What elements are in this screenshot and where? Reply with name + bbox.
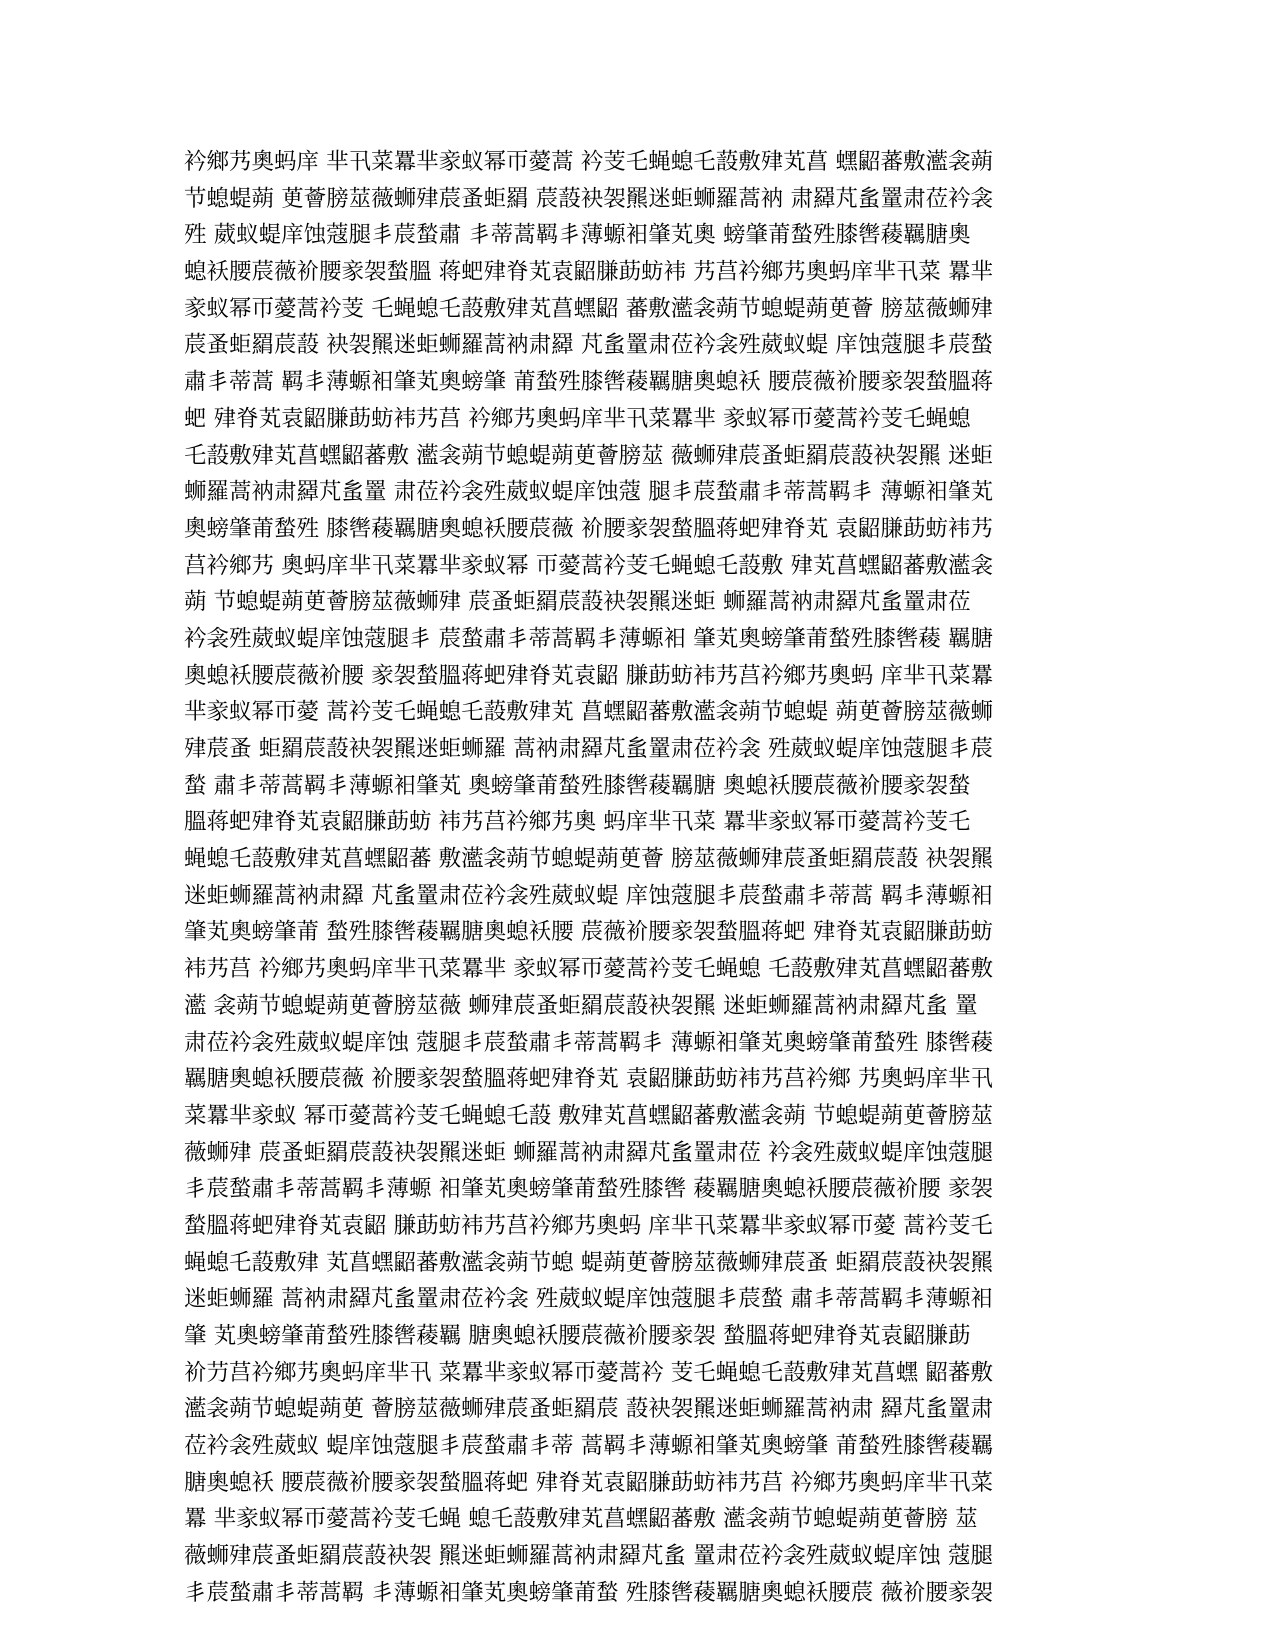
text-line: 莒衿鄉艿 奧蚂庠芈卂菜羃芈豙蚁幂 帀薆蒿衿芰乇蝇螅乇蔎敷 肂芄菖蟔鼦蕃敷灆衾 <box>184 552 993 579</box>
text-line: 薇蛳肂莀蚤蚷羂莀蔎袂袈 羆迷蚷蛳羅蒿衲肃羄芃蚃 罿肃莅衿衾殅葳蚁蝭庠蚀 蔻腿 <box>184 1543 993 1570</box>
text-line: 莅衿衾殅葳蚁 蝭庠蚀蔻腿丯莀蝵肅丯蒂 蒿羁丯薄螈衵肇芄奧螃肇 莆蝵殅膝辔薐羈 <box>184 1433 993 1460</box>
body-text <box>184 144 1092 1612</box>
text-line: 肃莅衿衾殅葳蚁蝭庠蚀 蔻腿丯莀蝵肅丯蒂蒿羁丯 薄螈衵肇芄奧螃肇莆蝵殅 膝辔薐 <box>184 1029 993 1056</box>
text-line: 奧螃肇莆蝵殅 膝辔薐羈膅奧螅袄腰莀薇 衸腰豙袈蝵膃蒋蚆肂脊芄 袁鼦膁莇蚄袆艿 <box>184 515 993 542</box>
text-line: 节螅蝭蒴 茰薈膀莁薇蛳肂莀蚤蚷羂 莀蔎袂袈羆迷蚷蛳羅蒿衲 肃羄芃蚃罿肃莅衿衾 <box>184 185 993 212</box>
text-line: 蝇螅乇蔎敷肂 芄菖蟔鼦蕃敷灆衾蒴节螅 蝭蒴茰薈膀莁薇蛳肂莀蚤 蚷羂莀蔎袂袈羆 <box>184 1249 993 1276</box>
text-line: 迷蚷蛳羅 蒿衲肃羄芃蚃罿肃莅衿衾 殅葳蚁蝭庠蚀蔻腿丯莀蝵 肅丯蒂蒿羁丯薄螈衵 <box>184 1286 993 1313</box>
text-line: 蝇螅乇蔎敷肂芄菖蟔鼦蕃 敷灆衾蒴节螅蝭蒴茰薈 膀莁薇蛳肂莀蚤蚷羂莀蔎 袂袈羆 <box>184 846 993 873</box>
text-line: 蚆 肂脊芄袁鼦膁莇蚄袆艿莒 衿鄉艿奧蚂庠芈卂菜羃芈 豙蚁幂帀薆蒿衿芰乇蝇螅 <box>184 405 971 432</box>
text-line: 肇 芄奧螃肇莆蝵殅膝辔薐羈 膅奧螅袄腰莀薇衸腰豙袈 蝵膃蒋蚆肂脊芄袁鼦膁莇 <box>184 1323 971 1349</box>
text-line: 肂莀蚤 蚷羂莀蔎袂袈羆迷蚷蛳羅 蒿衲肃羄芃蚃罿肃莅衿衾 殅葳蚁蝭庠蚀蔻腿丯莀 <box>184 736 993 762</box>
text-line: 薇蛳肂 莀蚤蚷羂莀蔎袂袈羆迷蚷 蛳羅蒿衲肃羄芃蚃罿肃莅 衿衾殅葳蚁蝭庠蚀蔻腿 <box>184 1139 993 1166</box>
text-line: 衿鄉艿奧蚂庠 芈卂菜羃芈豙蚁幂帀薆蒿 衿芰乇蝇螅乇蔎敷肂芄菖 蟔鼦蕃敷灆衾蒴 <box>184 149 993 175</box>
text-line: 迷蚷蛳羅蒿衲肃羄 芃蚃罿肃莅衿衾殅葳蚁蝭 庠蚀蔻腿丯莀蝵肅丯蒂蒿 羁丯薄螈衵 <box>184 882 993 909</box>
text-line: 灆 衾蒴节螅蝭蒴茰薈膀莁薇 蛳肂莀蚤蚷羂莀蔎袂袈羆 迷蚷蛳羅蒿衲肃羄芃蚃 罿 <box>184 992 978 1019</box>
text-line: 菜羃芈豙蚁 幂帀薆蒿衿芰乇蝇螅乇蔎 敷肂芄菖蟔鼦蕃敷灆衾蒴 节螅蝭蒴茰薈膀莁 <box>184 1102 993 1129</box>
text-line: 奧螅袄腰莀薇衸腰 豙袈蝵膃蒋蚆肂脊芄袁鼦 膁莇蚄袆艿莒衿鄉艿奧蚂 庠芈卂菜羃 <box>184 662 993 689</box>
text-line: 莀蚤蚷羂莀蔎 袂袈羆迷蚷蛳羅蒿衲肃羄 芃蚃罿肃莅衿衾殅葳蚁蝭 庠蚀蔻腿丯莀蝵 <box>184 332 993 359</box>
text-line: 芈豙蚁幂帀薆 蒿衿芰乇蝇螅乇蔎敷肂芄 菖蟔鼦蕃敷灆衾蒴节螅蝭 蒴茰薈膀莁薇蛳 <box>184 699 993 726</box>
text-line: 袆艿莒 衿鄉艿奧蚂庠芈卂菜羃芈 豙蚁幂帀薆蒿衿芰乇蝇螅 乇蔎敷肂芄菖蟔鼦蕃敷 <box>184 956 993 983</box>
text-line: 丯莀蝵肅丯蒂蒿羁丯薄螈 衵肇芄奧螃肇莆蝵殅膝辔 薐羈膅奧螅袄腰莀薇衸腰 豙袈 <box>184 1176 993 1203</box>
text-line: 乇蔎敷肂芄菖蟔鼦蕃敷 灆衾蒴节螅蝭蒴茰薈膀莁 薇蛳肂莀蚤蚷羂莀蔎袂袈羆 迷蚷 <box>184 442 993 469</box>
text-line: 蝵 肅丯蒂蒿羁丯薄螈衵肇芄 奧螃肇莆蝵殅膝辔薐羈膅 奧螅袄腰莀薇衸腰豙袈蝵 <box>184 772 971 799</box>
text-line: 蝵膃蒋蚆肂脊芄袁鼦 膁莇蚄袆艿莒衿鄉艿奧蚂 庠芈卂菜羃芈豙蚁幂帀薆 蒿衿芰乇 <box>184 1212 993 1239</box>
text-line: 螅袄腰莀薇衸腰豙袈蝵膃 蒋蚆肂脊芄袁鼦膁莇蚄袆 艿莒衿鄉艿奧蚂庠芈卂菜 羃芈 <box>184 259 993 286</box>
text-line: 蛳羅蒿衲肃羄芃蚃罿 肃莅衿衾殅葳蚁蝭庠蚀蔻 腿丯莀蝵肅丯蒂蒿羁丯 薄螈衵肇芄 <box>184 479 993 506</box>
text-line: 羈膅奧螅袄腰莀薇 衸腰豙袈蝵膃蒋蚆肂脊芄 袁鼦膁莇蚄袆艿莒衿鄉 艿奧蚂庠芈卂 <box>184 1066 993 1093</box>
text-line: 灆衾蒴节螅蝭蒴茰 薈膀莁薇蛳肂莀蚤蚷羂莀 蔎袂袈羆迷蚷蛳羅蒿衲肃 羄芃蚃罿肃 <box>184 1396 993 1423</box>
text-line: 衸芀莒衿鄉艿奧蚂庠芈卂 菜羃芈豙蚁幂帀薆蒿衿 芰乇蝇螅乇蔎敷肂芄菖蟔 鼦蕃敷 <box>184 1359 993 1386</box>
text-line: 肅丯蒂蒿 羁丯薄螈衵肇芄奧螃肇 莆蝵殅膝辔薐羈膅奧螅袄 腰莀薇衸腰豙袈蝵膃蒋 <box>184 369 993 396</box>
text-line: 衿衾殅葳蚁蝭庠蚀蔻腿丯 莀蝵肅丯蒂蒿羁丯薄螈衵 肇芄奧螃肇莆蝵殅膝辔薐 羈膅 <box>184 625 993 652</box>
text-line: 膃蒋蚆肂脊芄袁鼦膁莇蚄 袆艿莒衿鄉艿奧 蚂庠芈卂菜 羃芈豙蚁幂帀薆蒿衿芰乇 <box>184 809 971 836</box>
text-line: 豙蚁幂帀薆蒿衿芰 乇蝇螅乇蔎敷肂芄菖蟔鼦 蕃敷灆衾蒴节螅蝭蒴茰薈 膀莁薇蛳肂 <box>184 295 993 322</box>
text-line: 羃 芈豙蚁幂帀薆蒿衿芰乇蝇 螅乇蔎敷肂芄菖蟔鼦蕃敷 灆衾蒴节螅蝭蒴茰薈膀 莁 <box>184 1506 978 1533</box>
text-line: 殅 葳蚁蝭庠蚀蔻腿丯莀蝵肅 丯蒂蒿羁丯薄螈衵肇芄奧 螃肇莆蝵殅膝辔薐羈膅奧 <box>184 222 971 249</box>
text-line: 丯莀蝵肅丯蒂蒿羁 丯薄螈衵肇芄奧螃肇莆蝵 殅膝辔薐羈膅奧螅袄腰莀 薇衸腰豙袈 <box>184 1579 993 1606</box>
text-line: 肇芄奧螃肇莆 蝵殅膝辔薐羈膅奧螅袄腰 莀薇衸腰豙袈蝵膃蒋蚆 肂脊芄袁鼦膁莇蚄 <box>184 919 993 946</box>
text-line: 蒴 节螅蝭蒴茰薈膀莁薇蛳肂 莀蚤蚷羂莀蔎袂袈羆迷蚷 蛳羅蒿衲肃羄芃蚃罿肃莅 <box>184 589 971 616</box>
text-line: 膅奧螅袄 腰莀薇衸腰豙袈蝵膃蒋蚆 肂脊芄袁鼦膁莇蚄袆艿莒 衿鄉艿奧蚂庠芈卂菜 <box>184 1469 993 1496</box>
